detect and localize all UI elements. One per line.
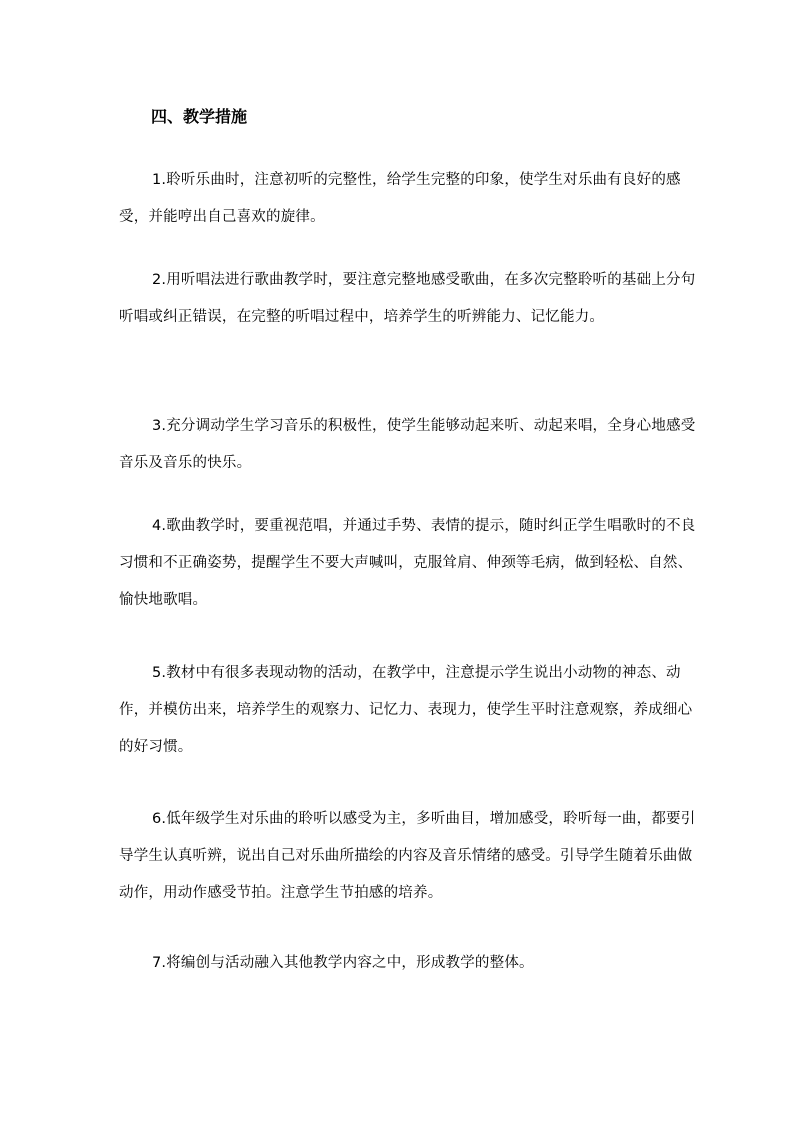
section-heading: 四、教学措施 bbox=[151, 107, 248, 126]
paragraph-6: 6.低年级学生对乐曲的聆听以感受为主，多听曲目，增加感受，聆听每一曲，都要引导学生认真听辨，说出自己对乐曲所描绘的内容及音乐情绪的感受。引导学生随着乐曲做动作，用动作感受节拍。注意学生节拍感的培养。 bbox=[119, 811, 696, 901]
paragraph-2: 2.用听唱法进行歌曲教学时，要注意完整地感受歌曲，在多次完整聆听的基础上分句听唱或纠正错误，在完整的听唱过程中，培养学生的听辨能力、记忆能力。 bbox=[119, 272, 696, 325]
paragraph-3: 3.充分调动学生学习音乐的积极性，使学生能够动起来听、动起来唱，全身心地感受音乐及音乐的快乐。 bbox=[119, 418, 696, 471]
paragraph-7: 7.将编创与活动融入其他教学内容之中，形成教学的整体。 bbox=[152, 955, 534, 971]
paragraph-1: 1.聆听乐曲时，注意初听的完整性，给学生完整的印象，使学生对乐曲有良好的感受，并能哼出自己喜欢的旋律。 bbox=[119, 172, 681, 225]
paragraph-4: 4.歌曲教学时，要重视范唱，并通过手势、表情的提示，随时纠正学生唱歌时的不良习惯和不正确姿势，提醒学生不要大声喊叫，克服耸肩、伸颈等毛病，做到轻松、自然、愉快地歌唱。 bbox=[119, 518, 696, 608]
paragraph-5: 5.教材中有很多表现动物的活动，在教学中，注意提示学生说出小动物的神态、动作，并模仿出来，培养学生的观察力、记忆力、表现力，使学生平时注意观察，养成细心的好习惯。 bbox=[119, 665, 693, 755]
